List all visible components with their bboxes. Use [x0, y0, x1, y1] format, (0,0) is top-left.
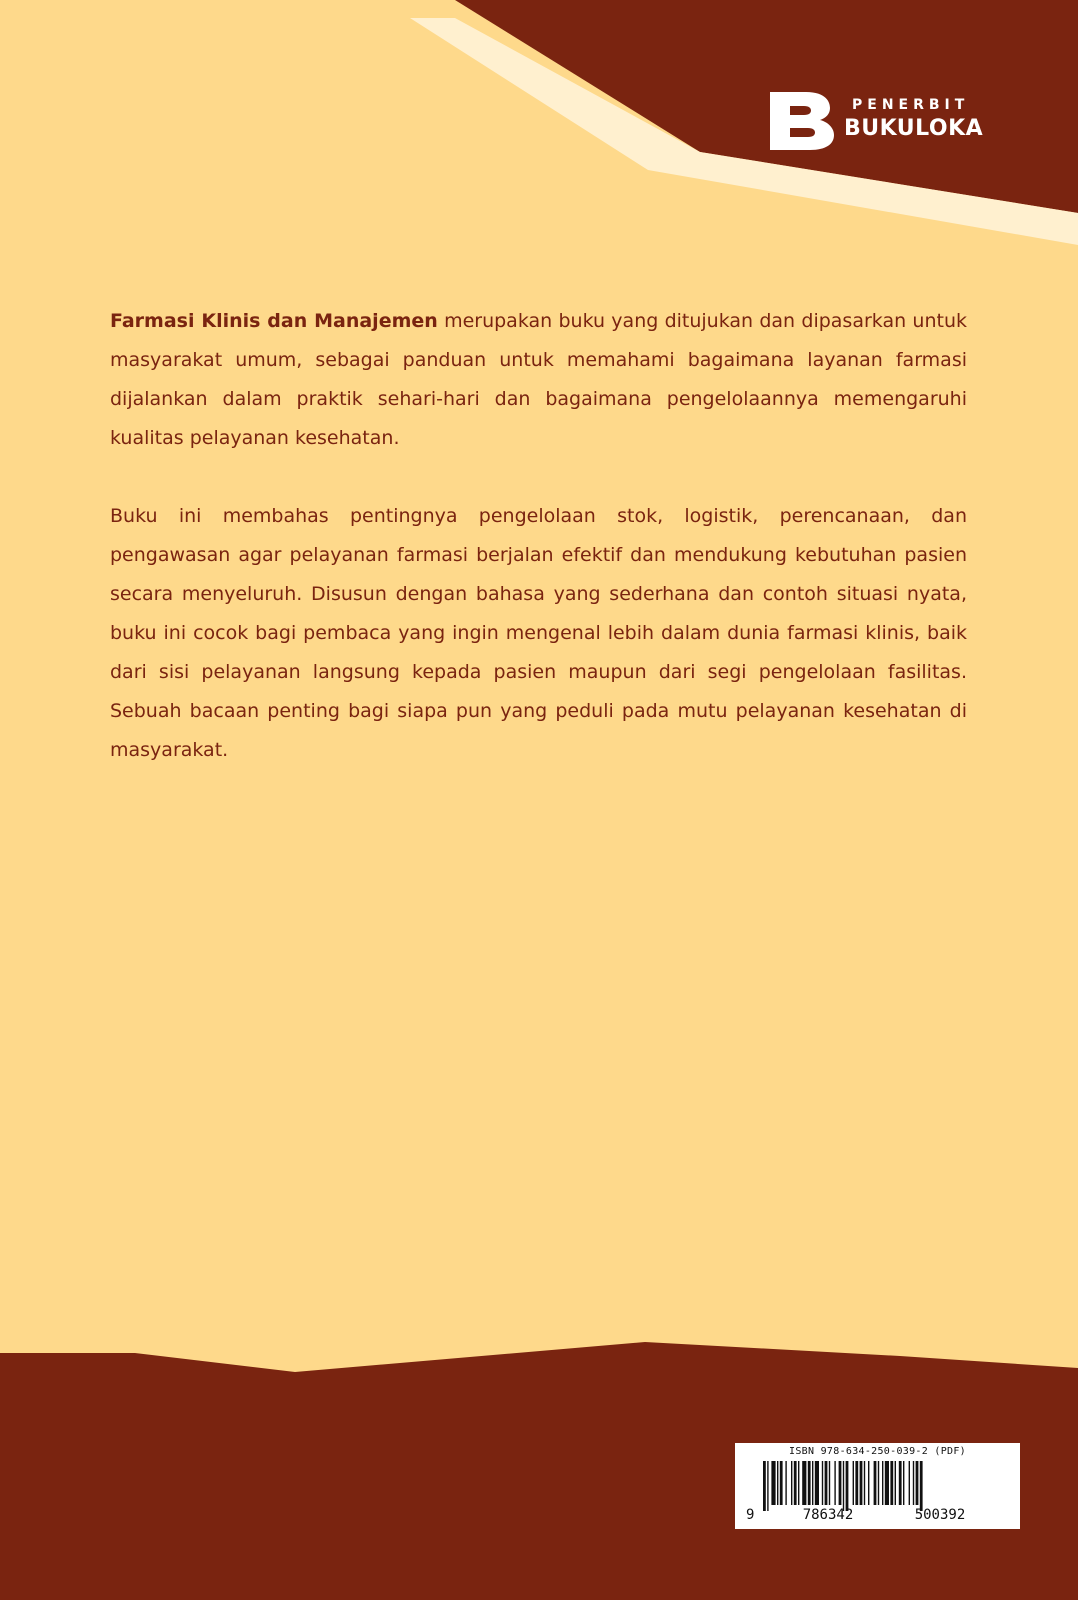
barcode-left-digits: 786342 [802, 1507, 854, 1523]
publisher-name: BUKULOKA [844, 116, 984, 141]
blurb-paragraph-1 [110, 302, 967, 458]
barcode-bar [882, 1461, 883, 1505]
barcode-bar [885, 1461, 889, 1505]
barcode-bar [829, 1461, 830, 1505]
barcode-bar [815, 1461, 819, 1505]
barcode-bar [899, 1461, 902, 1505]
barcode-bar [864, 1461, 865, 1505]
barcode-bar [855, 1461, 858, 1505]
barcode-bar [920, 1461, 923, 1511]
barcode-bar [791, 1461, 792, 1505]
barcode-bar [874, 1461, 877, 1505]
isbn-barcode [735, 1443, 1020, 1529]
barcode-bar [868, 1461, 869, 1505]
barcode-bar [798, 1461, 799, 1505]
barcode-bar [895, 1461, 896, 1505]
book-title: Farmasi Klinis dan Manajemen [110, 310, 438, 332]
barcode-bar [860, 1461, 863, 1505]
barcode-bar [780, 1461, 783, 1505]
publisher-logo [768, 88, 988, 152]
barcode-bar [812, 1461, 813, 1505]
barcode-bar [794, 1461, 797, 1505]
barcode-bar [763, 1461, 766, 1511]
barcode-bar [777, 1461, 778, 1505]
barcode-bar [825, 1461, 828, 1505]
b-logo-icon [768, 88, 838, 152]
barcode-bar [916, 1461, 919, 1505]
barcode-right-digits: 500392 [914, 1507, 966, 1523]
barcode-bar [853, 1461, 854, 1505]
barcode-bar [913, 1461, 914, 1505]
barcode-bar [785, 1461, 786, 1505]
barcode-bar [839, 1461, 842, 1505]
barcode-bar [909, 1461, 910, 1505]
blurb-paragraph-2: Buku ini membahas pentingnya pengelolaan stok, logistik, perencanaan, dan pengawasan agar pelayanan farmasi berjalan efektif dan mendukung kebutuhan pasien secara menyeluruh. Disusun dengan bahasa yang sederhana dan contoh situasi nyata, buku ini cocok bagi pembaca yang ingin mengenal lebih dalam dunia farmasi klinis, baik dari sisi pelayanan langsung kepada pasien maupun dari segi pengelolaan fasilitas. Sebuah bacaan penting bagi siapa pun yang peduli pada mutu pelayanan kesehatan di masyarakat. [110, 505, 967, 761]
barcode-bar [903, 1461, 904, 1505]
barcode-bar [808, 1461, 811, 1505]
blurb-paragraph-1-text: merupakan buku yang ditujukan dan dipasarkan untuk masyarakat umum, sebagai panduan untuk memahami bagaimana layanan farmasi dijalankan dalam praktik sehari-hari dan bagaimana pengelolaannya memengaruhi kualitas pelayanan kesehatan. [110, 310, 967, 449]
barcode-bar [834, 1461, 835, 1505]
barcode-bar [771, 1461, 775, 1505]
barcode-bar [802, 1461, 806, 1505]
barcode-bar [822, 1461, 823, 1505]
barcode-bar [843, 1461, 844, 1511]
publisher-prefix: PENERBIT [852, 97, 970, 113]
barcode-lead-digit: 9 [746, 1507, 755, 1523]
isbn-label: ISBN 978-634-250-039-2 (PDF) [789, 1446, 966, 1457]
barcode-bar [878, 1461, 879, 1505]
barcode-bar [846, 1461, 849, 1511]
back-cover-blurb [110, 302, 967, 770]
barcode-bar [890, 1461, 893, 1505]
barcode-bar [767, 1461, 768, 1511]
